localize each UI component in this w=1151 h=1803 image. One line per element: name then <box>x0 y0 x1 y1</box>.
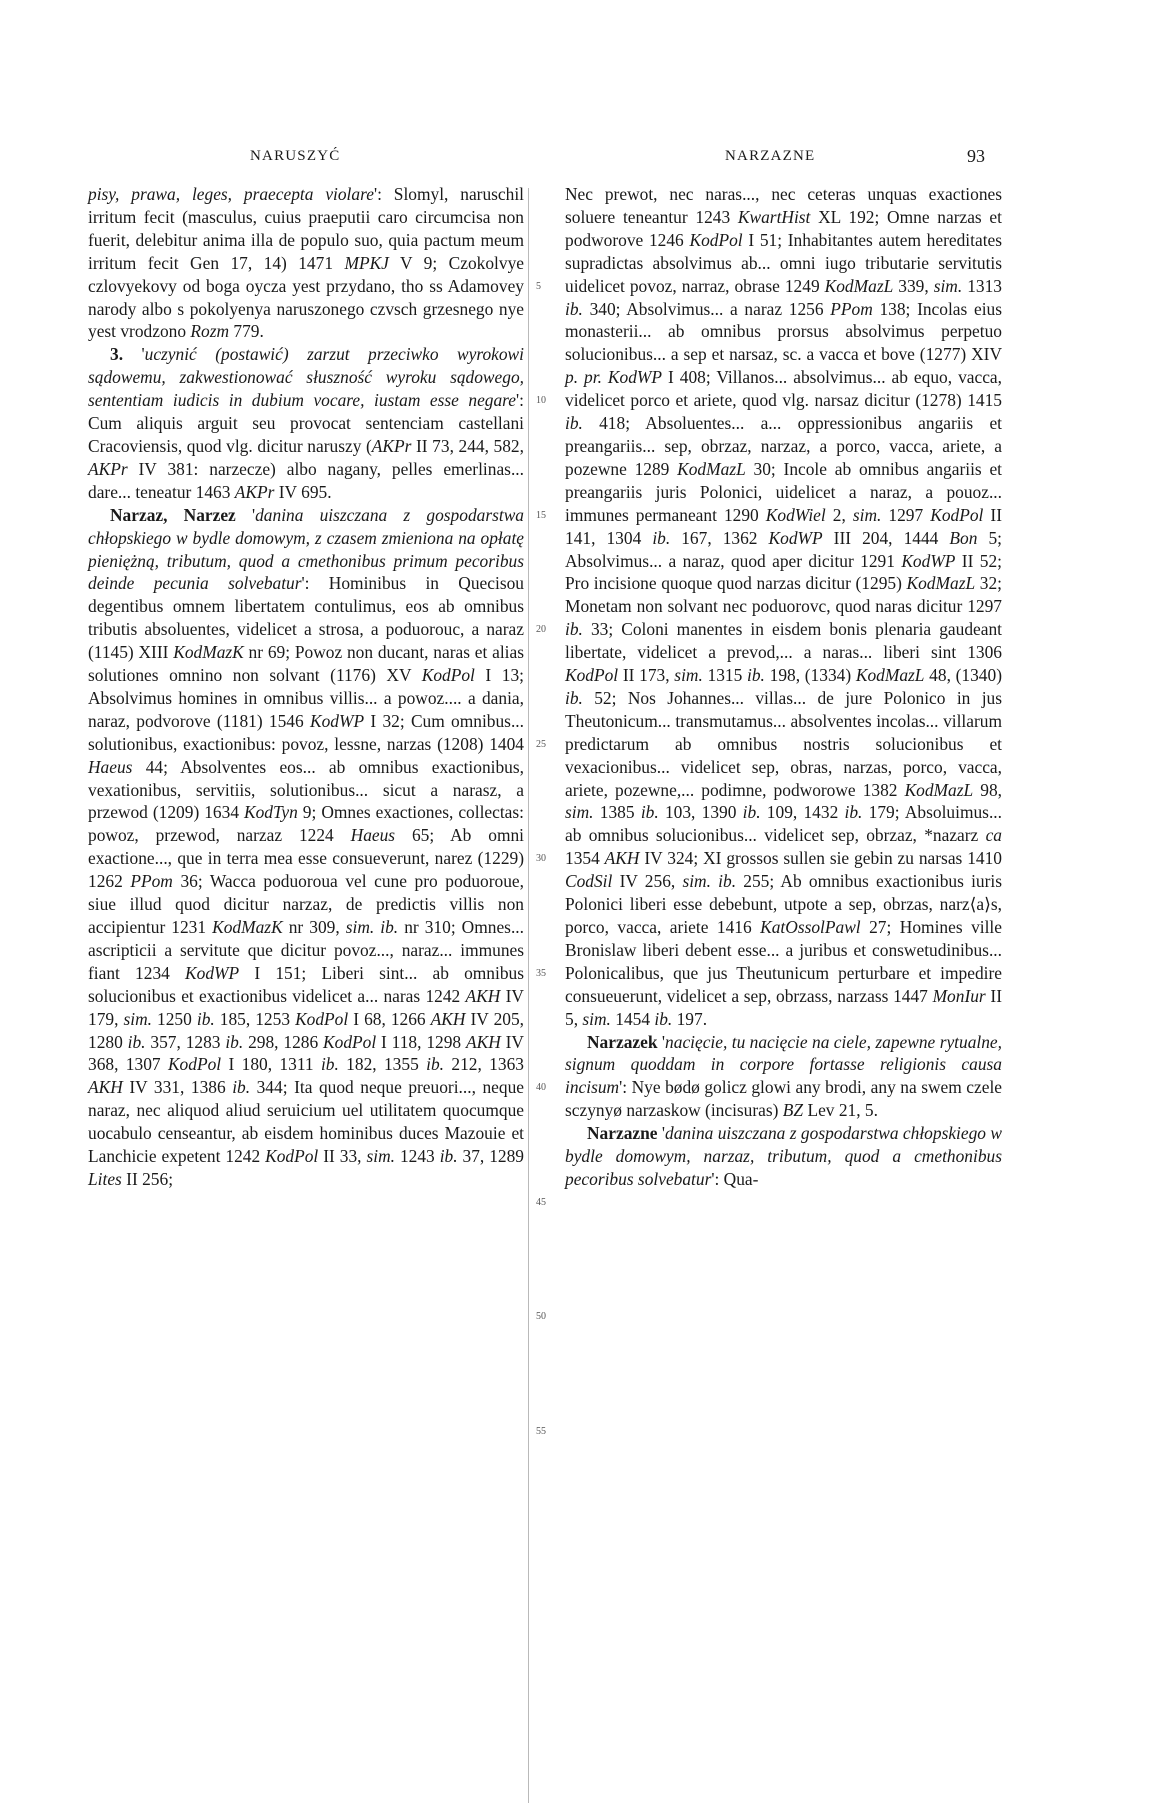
italic-text: KodMazK <box>212 917 283 937</box>
text-run: ' <box>657 1123 666 1144</box>
margin-line-number: 35 <box>536 967 546 979</box>
text-run: IV 381: narzecze) albo nagany, pelles emerlinas... dare... teneatur 1463 <box>88 458 524 502</box>
text-run: 1313 <box>962 275 1002 296</box>
italic-text: ib. <box>232 1077 251 1098</box>
text-run: 1250 <box>152 1008 197 1029</box>
dictionary-paragraph <box>565 1031 1002 1123</box>
text-run: XL 192; Omne narzas et podworove 1246 <box>565 206 1002 250</box>
italic-text: KodMazL <box>855 665 925 686</box>
italic-text: ib. <box>565 298 583 319</box>
entry-headword: Narzazne <box>587 1123 658 1144</box>
text-run: III 204, 1444 <box>822 527 950 548</box>
text-run: nr 310; Omnes... ascripticii a servitute que dicitur povoz..., naraz... immunes fiant 1234 <box>88 917 524 983</box>
italic-text: ib. <box>640 802 659 823</box>
text-run: 339, <box>893 275 934 296</box>
text-run: 103, 1390 <box>658 802 743 823</box>
text-run: II 52; Pro incisione quoque quod narzas dicitur (1295) <box>565 550 1002 594</box>
italic-text: Bon <box>949 527 978 548</box>
italic-text: KodMazL <box>906 573 976 594</box>
text-run: ': Nye bødø golicz glowi any brodi, any na swem czele sczynyø narzaskow (incisuras) <box>565 1077 1002 1121</box>
text-run: 48, (1340) <box>924 665 1002 686</box>
text-run: ': Qua- <box>711 1168 759 1189</box>
italic-text: uczynić (postawić) zarzut przeciwko wyrokowi sądowemu, zakwestionować słuszność wyroku sądowego, sententiam iudicis in dubium vocare, iustam esse negare <box>88 344 524 411</box>
italic-text: KodTyn <box>244 802 298 823</box>
text-run: I 118, 1298 <box>376 1031 466 1052</box>
italic-text: sim. <box>366 1146 395 1167</box>
margin-line-number: 5 <box>536 280 541 292</box>
text-run: I 180, 1311 <box>221 1054 321 1075</box>
text-run: ': Hominibus in Quecisou degentibus omnem libertatem contulimus, eos ab omnibus tributis absoluentes, videlicet a strosa, a poduorouc, a naraz (1145) XIII <box>88 573 524 663</box>
italic-text: KodWP <box>901 550 956 571</box>
italic-text: KodWP <box>185 962 240 983</box>
italic-text: KodMazL <box>824 275 894 296</box>
italic-text: PPom <box>830 298 873 319</box>
italic-text: KodPol <box>565 665 619 686</box>
italic-text: Rozm <box>190 321 230 342</box>
italic-text: ib. <box>747 665 765 686</box>
text-run: I 151; Liberi sint... ab omnibus solucionibus et exactionibus videlicet a... naras 1242 <box>88 962 524 1006</box>
text-run: 340; Absolvimus... a naraz 1256 <box>582 298 831 319</box>
italic-text: KodWiel <box>765 504 826 525</box>
italic-text: sim. ib. <box>682 871 737 892</box>
text-run: 37, 1289 <box>457 1146 524 1167</box>
italic-text: CodSil <box>565 871 613 892</box>
italic-text: KodPol <box>167 1054 222 1075</box>
text-run: 298, 1286 <box>243 1031 324 1052</box>
text-run: V 9; Czokolvye czlovyekovy od boga oycza yest przydano, tho ss Adamovey narody albo s pokolyenya naruszonego czvsch grzesnego nye yest vrodzono <box>88 252 524 342</box>
italic-text: KodWP <box>309 710 365 731</box>
text-run: 212, 1363 <box>444 1054 524 1075</box>
entry-headword: Narzaz, Narzez <box>110 504 236 525</box>
margin-line-number: 20 <box>536 624 546 636</box>
italic-text: AKPr <box>234 481 275 502</box>
text-run: 52; Nos Johannes... villas... de jure Polonico in jus Theutonicum... transmutamus... absolventes incolas... villarum predictarum ab omnibus nostris solucionibus et vexacionibus... videlicet sep, obras, narzas, porco, vacca, ariete, pozewne,... podimne, podworowe 1382 <box>565 687 1002 800</box>
text-run: 182, 1355 <box>338 1054 427 1075</box>
text-run: 2, <box>825 504 853 525</box>
italic-text: KodMazL <box>677 458 746 479</box>
margin-line-number: 50 <box>536 1311 546 1323</box>
italic-text: sim. <box>123 1008 152 1029</box>
margin-line-number: 10 <box>536 395 546 407</box>
running-header-center: NARZAZNE <box>725 148 816 164</box>
italic-text: sim. <box>582 1008 611 1029</box>
text-run: 418; Absoluentes... a... oppressionibus angariis et preangariis... sep, obrzaz, narzaz, a porco, vacca, ariete, a pozewne 1289 <box>565 413 1002 479</box>
text-run: II 173, <box>618 665 675 686</box>
text-run: IV 324; XI grossos sullen sie gebin zu narsas 1410 <box>639 848 1002 869</box>
italic-text: ib. <box>742 802 761 823</box>
italic-text: ca <box>985 825 1002 846</box>
italic-text: ib. <box>654 1008 673 1029</box>
text-run: 1354 <box>565 848 605 869</box>
text-run: II 141, 1304 <box>565 504 1003 548</box>
italic-text: PPom <box>130 871 173 892</box>
text-run: I 408; Villanos... absolvimus... ab equo, vacca, videlicet porco et ariete, quod vlg. narsaz dicitur (1278) 1415 <box>565 367 1002 411</box>
text-run: 33; Coloni manentes in eisdem bonis plenaria gaudeant libertate, videlicet a prevod,... a naras... liberi sint 1306 <box>565 619 1002 663</box>
italic-text: ib. <box>225 1031 244 1052</box>
italic-text: KodPol <box>930 504 984 525</box>
italic-text: AKPr <box>371 435 412 456</box>
text-run: II 73, 244, 582, <box>411 435 524 456</box>
text-run: IV 695. <box>274 481 332 502</box>
italic-text: AKH <box>465 985 501 1006</box>
text-run: 138; Incolas eius monasterii... ab omnibus prorsus absolvimus perpetuo solucionibus... a sep et narsaz, sc. a vacca et bove (1277) XIV <box>565 298 1002 365</box>
italic-text: sim. <box>674 665 703 686</box>
italic-text: ib. <box>565 413 583 434</box>
italic-text: ib. <box>320 1054 339 1075</box>
text-run: 30; Incole ab omnibus angariis et preangariis juris Polonici, uidelicet a naraz, a pouoz... immunes permaneant 1290 <box>565 458 1003 525</box>
italic-text: KwartHist <box>737 206 811 227</box>
text-run: nr 309, <box>282 917 346 937</box>
italic-text: KodPol <box>323 1031 377 1052</box>
italic-text: KodPol <box>689 229 743 250</box>
text-run: II 33, <box>318 1146 367 1167</box>
italic-text: ib. <box>426 1054 445 1075</box>
text-run: 779. <box>229 321 264 342</box>
text-run: I 32; Cum omnibus... solutionibus, exactionibus: povoz, lessne, narzas (1208) 1404 <box>88 710 524 754</box>
italic-text: AKH <box>465 1031 501 1052</box>
italic-text: pisy, prawa, leges, praecepta violare <box>88 184 374 204</box>
italic-text: ib. <box>652 527 671 548</box>
text-run: 109, 1432 <box>760 802 845 823</box>
text-run: IV 256, <box>612 871 683 892</box>
italic-text: KodMazK <box>173 642 244 663</box>
text-run: ' <box>657 1031 666 1052</box>
italic-text: ib. <box>844 802 863 823</box>
text-run: ' <box>123 344 145 365</box>
text-run: 357, 1283 <box>145 1031 226 1052</box>
italic-text: AKPr <box>88 458 128 479</box>
italic-text: Haeus <box>350 825 396 846</box>
page-number: 93 <box>967 146 985 166</box>
italic-text: Haeus <box>88 756 133 777</box>
text-run: 179; Absoluimus... ab omnibus solucionibus... videlicet sep, obrzaz, *nazarz <box>565 802 1002 846</box>
margin-line-number: 55 <box>536 1425 546 1437</box>
left-column <box>88 183 524 1191</box>
italic-text: MonIur <box>932 985 986 1006</box>
margin-line-number: 30 <box>536 853 546 865</box>
text-run: I 51; Inhabitantes autem hereditates supradictas absolvimus ab... omni iugo tributarie servitutis uidelicet povoz, narraz, obrase 1249 <box>565 229 1003 296</box>
italic-text: AKH <box>430 1008 466 1029</box>
text-run: 255; Ab omnibus exactionibus iuris Polonici liberi esse debebunt, utpote a sep, obrzas, narz⟨a⟩s, porco, vacca, ariete 1416 <box>565 871 1003 937</box>
italic-text: p. pr. KodWP <box>565 367 662 388</box>
column-rule <box>528 188 529 1803</box>
italic-text: ib. <box>196 1008 215 1029</box>
italic-text: sim. <box>565 802 594 823</box>
entry-headword: 3. <box>110 344 124 365</box>
italic-text: KatOssolPawl <box>760 917 861 937</box>
italic-text: nacięcie, tu nacięcie na ciele, zapewne rytualne, signum quoddam in corpore fortasse religionis causa incisum <box>565 1031 1002 1098</box>
italic-text: KodPol <box>265 1146 319 1167</box>
text-run: II 5, <box>565 985 1002 1029</box>
dictionary-paragraph <box>88 183 524 343</box>
dictionary-paragraph <box>88 504 524 1191</box>
text-run: 1243 <box>394 1146 440 1167</box>
italic-text: KodWP <box>768 527 823 548</box>
italic-text: KodPol <box>295 1008 349 1029</box>
italic-text: sim. ib. <box>345 917 399 937</box>
italic-text: ib. <box>127 1031 146 1052</box>
dictionary-paragraph <box>565 1122 1002 1191</box>
text-run: nr 69; Powoz non ducant, naras et alias solutiones omnino non solvant (1176) XV <box>88 642 524 686</box>
text-run: I 68, 1266 <box>348 1008 431 1029</box>
text-run: 98, <box>973 779 1002 800</box>
text-run: 1454 <box>610 1008 655 1029</box>
italic-text: Lites <box>88 1168 122 1189</box>
text-run: Nec prewot, nec naras..., nec ceteras unquas exactiones soluere teneantur 1243 <box>565 184 1002 227</box>
text-run: 9; Omnes exactiones, collectas: powoz, przewod, narzaz 1224 <box>88 802 525 846</box>
dictionary-paragraph <box>565 183 1002 1031</box>
italic-text: danina uiszczana z gospodarstwa chłopskiego w bydle domowym, z czasem zmieniona na opłatę pieniężną, tributum, quod a cmethonibus primum pecoribus deinde pecunia solvebatur <box>88 504 524 594</box>
italic-text: AKH <box>88 1077 123 1098</box>
italic-text: ib. <box>439 1146 458 1167</box>
text-run: 1297 <box>881 504 931 525</box>
text-run: II 256; <box>121 1168 174 1189</box>
text-run: I 13; Absolvimus homines in omnibus villis... a powoz.... a dania, naraz, podvorove (1181) 1546 <box>88 665 524 731</box>
italic-text: KodMazL <box>904 779 974 800</box>
italic-text: ib. <box>565 687 583 708</box>
margin-line-number: 15 <box>536 509 546 521</box>
text-run: 44; Absolventes eos... ab omnibus exactionibus, vexationibus, servitiis, solutionibus... sicut a narasz, a przewod (1209) 1634 <box>88 756 524 823</box>
text-run: 32; Monetam non solvant nec poduorovc, quod naras dicitur 1297 <box>565 573 1002 617</box>
text-run: 27; Homines ville Bronislaw liberi debent esse... a juribus et conswetudinibus... Polonicalibus, que jus Theutunicum perturbare et impedire consueuerunt, videlicet a sep, obrzass, narzass 1447 <box>565 917 1002 1006</box>
right-column <box>565 183 1002 1191</box>
text-run: 185, 1253 <box>214 1008 296 1029</box>
italic-text: KodPol <box>421 665 475 686</box>
text-run: IV 205, 1280 <box>88 1008 525 1052</box>
text-run: 36; Wacca poduoroua vel cune pro poduoroue, siue illud quod dicitur narzaz, de predictis villis non accipientur 1231 <box>88 871 524 937</box>
italic-text: danina uiszczana z gospodarstwa chłopskiego w bydle domowym, narzaz, tributum, quod a cmethonibus pecoribus solvebatur <box>565 1123 1002 1189</box>
text-run: IV 368, 1307 <box>88 1031 524 1075</box>
italic-text: sim. <box>852 504 882 525</box>
dictionary-paragraph <box>88 343 524 503</box>
italic-text: BZ <box>782 1100 804 1121</box>
margin-line-number: 40 <box>536 1082 546 1094</box>
margin-line-number: 25 <box>536 738 546 750</box>
text-run: ': Slomyl, naruschil irritum fecit (masculus, cuius praeputii caro circumcisa non fuerit, delebitur anima illa de populo suo, quia pactum meum irritum fecit Gen 17, 14) 1471 <box>88 184 524 273</box>
text-run: IV 179, <box>88 985 524 1029</box>
italic-text: AKH <box>604 848 640 869</box>
text-run: ': Cum aliquis arguit seu provocat sentenciam castellani Cracoviensis, quod vlg. dicitur naruszy ( <box>88 390 524 456</box>
entry-headword: Narzazek <box>587 1031 658 1052</box>
text-run: 167, 1362 <box>670 527 769 548</box>
text-run: 1315 <box>702 665 748 686</box>
text-run: 197. <box>672 1008 708 1029</box>
text-run: 5; Absolvimus... a naraz, quod aper dicitur 1291 <box>565 527 1002 571</box>
running-header-left: NARUSZYĆ <box>250 148 341 164</box>
italic-text: ib. <box>565 619 583 640</box>
text-run: 198, (1334) <box>764 665 856 686</box>
italic-text: MPKJ <box>344 252 389 273</box>
text-run: IV 331, 1386 <box>122 1077 233 1098</box>
text-run: 1385 <box>593 802 641 823</box>
text-run: Lev 21, 5. <box>803 1100 878 1121</box>
margin-line-number: 45 <box>536 1196 546 1208</box>
text-run: 65; Ab omni exactione..., que in terra mea esse consueverunt, narez (1229) 1262 <box>88 825 525 892</box>
text-run: ' <box>235 504 256 525</box>
text-run: 344; Ita quod neque preuori..., neque naraz, nec aliquod aliud seruicium uel utilitatem quocumque uocabulo censeantur, ab eisdem hominibus duces Mazouie et Lanchicie expetent 1242 <box>88 1077 524 1167</box>
italic-text: sim. <box>933 275 963 296</box>
